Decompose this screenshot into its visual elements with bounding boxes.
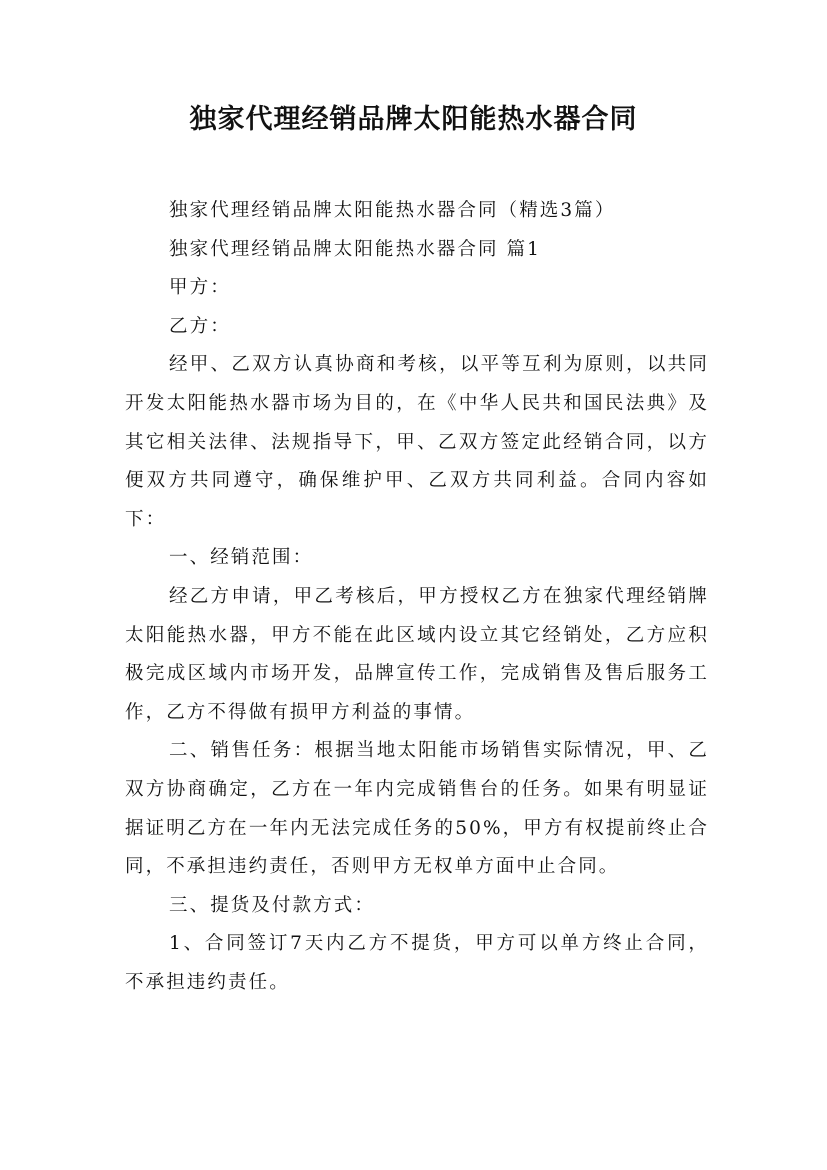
paragraph-party-a: 甲方： [169,277,231,299]
paragraph-heading-delivery: 三、提货及付款方式： [169,894,376,916]
document-body [125,192,709,1002]
paragraph-party-b: 乙方： [169,315,231,337]
paragraph-preamble: 经甲、乙双方认真协商和考核，以平等互利为原则，以共同开发太阳能热水器市场为目的，在《中华人民共和国民法典》及其它相关法律、法规指导下，甲、乙双方签定此经销合同，以方便双方共同遵守，确保维护甲、乙双方共同利益。合同内容如下： [125,354,709,530]
paragraph-scope: 经乙方申请，甲乙考核后，甲方授权乙方在独家代理经销牌太阳能热水器，甲方不能在此区域内设立其它经销处，乙方应积极完成区域内市场开发，品牌宣传工作，完成销售及售后服务工作，乙方不得做有损甲方利益的事情。 [125,585,709,723]
paragraph-delivery-term-1: 1、合同签订7天内乙方不提货，甲方可以单方终止合同，不承担违约责任。 [125,933,709,993]
paragraph-sales-task: 二、销售任务：根据当地太阳能市场销售实际情况，甲、乙双方协商确定，乙方在一年内完成销售台的任务。如果有明显证据证明乙方在一年内无法完成任务的50%，甲方有权提前终止合同，不承担违约责任，否则甲方无权单方面中止合同。 [125,740,709,878]
paragraph-heading-scope: 一、经销范围： [169,547,314,569]
paragraph-subtitle: 独家代理经销品牌太阳能热水器合同（精选3篇） [169,200,616,221]
document-title: 独家代理经销品牌太阳能热水器合同 [189,104,638,135]
paragraph-section-heading: 独家代理经销品牌太阳能热水器合同 篇1 [169,238,542,260]
